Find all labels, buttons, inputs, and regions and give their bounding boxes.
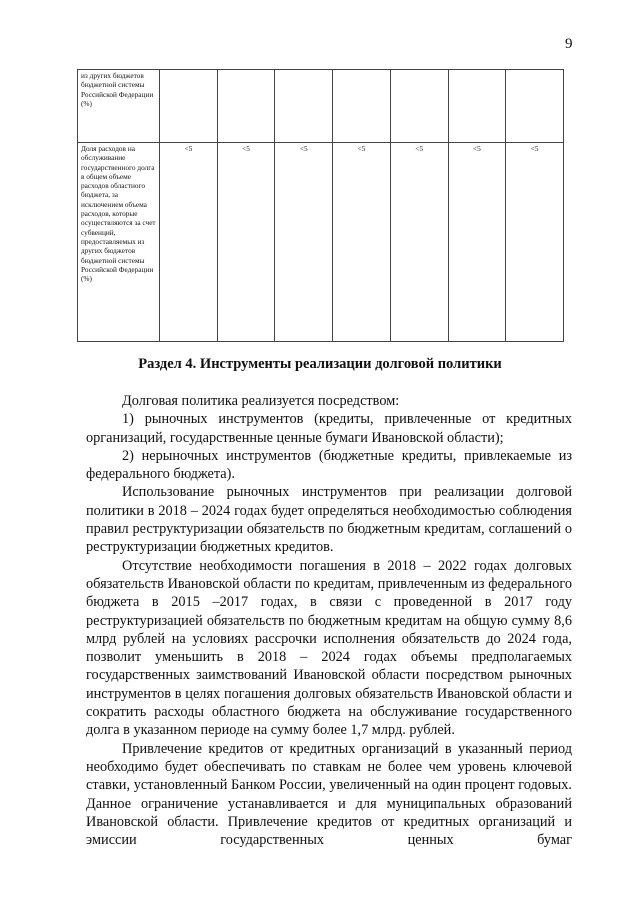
table-cell: <5 [506, 143, 564, 342]
table-cell: <5 [275, 143, 333, 342]
table-cell [448, 70, 506, 143]
page-number: 9 [565, 36, 573, 52]
table-cell [506, 70, 564, 143]
table-cell [275, 70, 333, 143]
indicators-table [77, 69, 564, 342]
table-cell [333, 70, 391, 143]
body-text [86, 392, 572, 849]
paragraph: Долговая политика реализуется посредством: [122, 393, 400, 409]
table-cell: <5 [448, 143, 506, 342]
section-title: Раздел 4. Инструменты реализации долговой политики [138, 356, 502, 372]
table-cell: <5 [160, 143, 218, 342]
paragraph: 2) нерыночных инструментов (бюджетные кредиты, привлекаемые из федерального бюджета). [86, 447, 572, 483]
table-row [78, 70, 564, 143]
table-row [78, 143, 564, 342]
table-cell [390, 70, 448, 143]
table-cell [160, 70, 218, 143]
paragraph: 1) рыночных инструментов (кредиты, привлеченные от кредитных организаций, государственные ценные бумаги Ивановской области); [86, 411, 572, 446]
paragraph: Отсутствие необходимости погашения в 2018 – 2022 годах долговых обязательств Ивановской области по кредитам, привлеченным из федерального бюджета в 2015 –2017 годах, в связи с проведенной в 2017 году реструктуризацией обязательств по бюджетным кредитам на общую сумму 8,6 млрд рублей на условиях рассрочки исполнения обязательств до 2024 года, позволит уменьшить в 2018 – 2024 годах объемы предполагаемых государственных заимствований Ивановской области посредством рыночных инструментов в целях погашения долговых обязательств Ивановской области и сократить расходы областного бюджета на обслуживание государственного долга в указанном периоде на сумму более 1,7 млрд. рублей. [86, 557, 572, 739]
table-cell: <5 [390, 143, 448, 342]
table-cell [217, 70, 275, 143]
row-label: Доля расходов на обслуживание государственного долга в общем объеме расходов областного бюджета, за исключением объема расходов, которые осуществляются за счет субвенций, предоставляемых из других бюджетов бюджетной системы Российской Федерации (%) [78, 143, 160, 342]
paragraph: Привлечение кредитов от кредитных организаций в указанный период необходимо будет обеспечивать по ставкам не более чем уровень ключевой ставки, установленный Банком России, увеличенный на один процент годовых. Данное ограничение устанавливается и для муниципальных образований Ивановской области. Привлечение кредитов от кредитных организаций и эмиссии государственных ценных бумаг [86, 740, 572, 849]
paragraph: Использование рыночных инструментов при реализации долговой политики в 2018 – 2024 годах будет определяться необходимостью соблюдения правил реструктуризации обязательств по бюджетным кредитам, соглашений о реструктуризации бюджетных кредитов. [86, 484, 572, 556]
row-label: из других бюджетов бюджетной системы Российской Федерации (%) [78, 70, 160, 143]
table-cell: <5 [333, 143, 391, 342]
table-cell: <5 [217, 143, 275, 342]
